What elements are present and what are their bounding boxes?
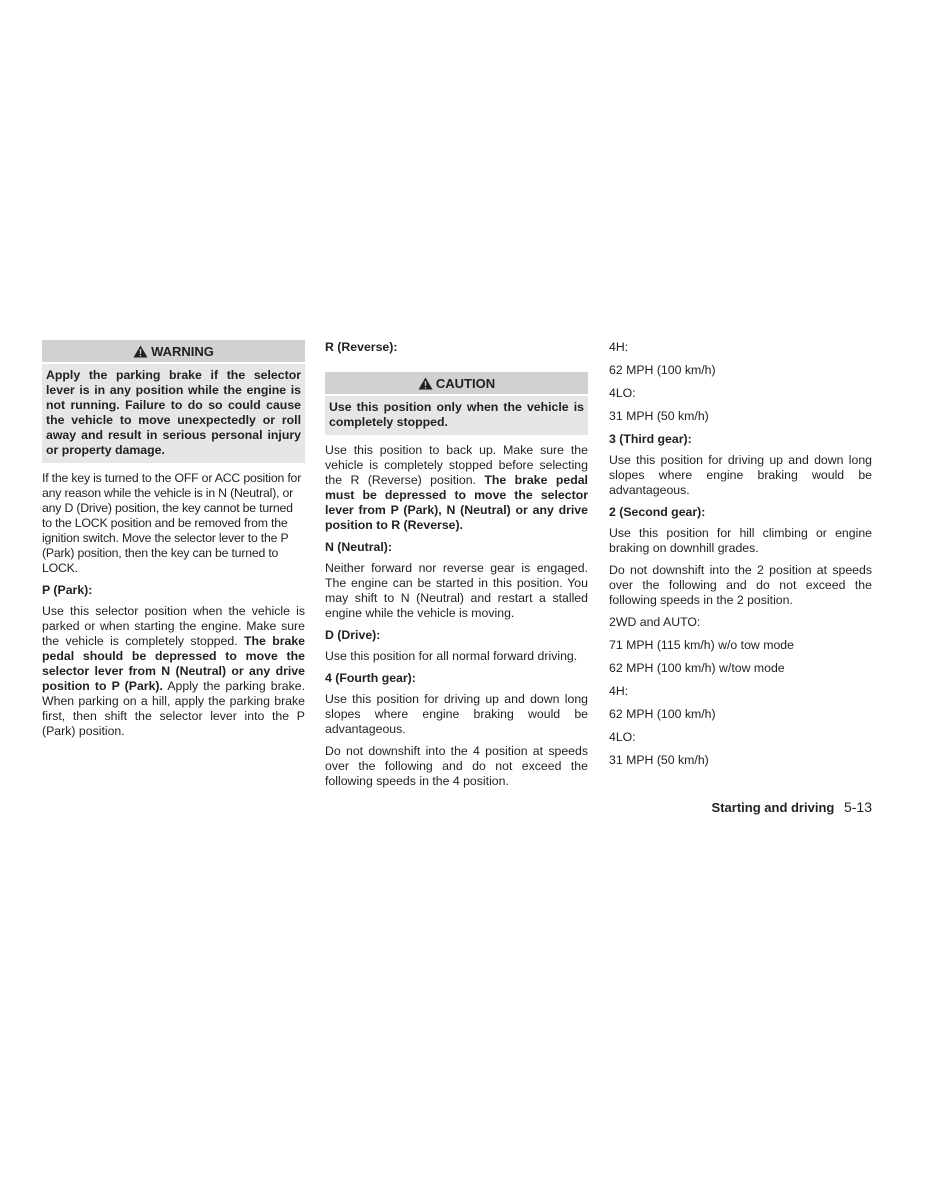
park-text-bold: The brake pedal should be depressed to move the selector lever from N (Neutral) or any drive position to P (Park). xyxy=(42,634,306,693)
column-2 xyxy=(325,340,588,796)
reverse-text-1: Use this position to back up. Make sure the vehicle is completely stopped before selecting the R (Reverse) position. xyxy=(325,443,588,487)
caution-label: CAUTION xyxy=(435,375,496,391)
second-gear-downshift: Do not downshift into the 2 position at speeds over the following and do not exceed the following speeds in the 2 position. xyxy=(609,563,872,607)
fourlo-label: 4LO: xyxy=(609,386,636,400)
page-footer xyxy=(712,799,872,815)
neutral-paragraph: Neither forward nor reverse gear is engaged. The engine can be started in this position. You may shift to N (Neutral) and restart a stalled engine while the vehicle is moving. xyxy=(325,561,588,620)
fourh-speed: 62 MPH (100 km/h) xyxy=(609,363,716,377)
fourh2-speed: 62 MPH (100 km/h) xyxy=(609,707,716,721)
fourlo-speed: 31 MPH (50 km/h) xyxy=(609,409,709,423)
twowd-speed-1: 71 MPH (115 km/h) w/o tow mode xyxy=(609,638,794,652)
neutral-heading: N (Neutral): xyxy=(325,540,392,554)
fourth-gear-paragraph: Use this position for driving up and down long slopes where engine braking would be advantageous. xyxy=(325,692,588,736)
fourth-gear-heading: 4 (Fourth gear): xyxy=(325,671,416,685)
park-heading: P (Park): xyxy=(42,583,93,597)
twowd-label: 2WD and AUTO: xyxy=(609,615,701,629)
column-3 xyxy=(609,340,872,776)
warning-box xyxy=(42,340,305,463)
fourh2-label: 4H: xyxy=(609,684,629,698)
park-paragraph xyxy=(42,604,305,739)
park-text-2: Apply the parking brake. When parking on a hill, apply the parking brake first, then shift the selector lever into the P (Park) position. xyxy=(42,679,305,738)
column-1 xyxy=(42,340,305,746)
drive-heading: D (Drive): xyxy=(325,628,381,642)
caution-text: Use this position only when the vehicle is completely stopped. xyxy=(329,400,584,429)
warning-header xyxy=(42,340,305,364)
park-text-1: Use this selector position when the vehicle is parked or when starting the engine. Make sure the vehicle is completely stopped. xyxy=(42,604,305,648)
footer-section: Starting and driving xyxy=(711,800,835,815)
fourth-gear-downshift: Do not downshift into the 4 position at speeds over the following and do not exceed the following speeds in the 4 position. xyxy=(325,744,588,788)
caution-header xyxy=(325,372,588,396)
warning-text: Apply the parking brake if the selector lever is in any position while the engine is not running. Failure to do so could cause the vehicle to move unexpectedly or roll away and result in serious personal injury or property damage. xyxy=(46,368,301,457)
page-number: 5-13 xyxy=(843,799,872,815)
third-gear-heading: 3 (Third gear): xyxy=(609,432,692,446)
caution-icon xyxy=(418,377,433,390)
warning-icon xyxy=(133,345,148,358)
key-paragraph: If the key is turned to the OFF or ACC position for any reason while the vehicle is in N (Neutral), or any D (Drive) position, the key cannot be turned to the LOCK position and be removed from the ignition switch. Move the selector lever to the P (Park) position, then the key can be turned to LOCK. xyxy=(42,471,302,575)
second-gear-heading: 2 (Second gear): xyxy=(609,505,706,519)
second-gear-paragraph: Use this position for hill climbing or engine braking on downhill grades. xyxy=(609,526,872,555)
warning-label: WARNING xyxy=(151,343,214,359)
reverse-paragraph xyxy=(325,443,588,533)
drive-paragraph: Use this position for all normal forward driving. xyxy=(325,649,578,663)
fourh-label: 4H: xyxy=(609,340,629,354)
reverse-text-bold: The brake pedal must be depressed to move the selector lever from P (Park), N (Neutral) or any drive position to R (Reverse). xyxy=(325,473,588,532)
twowd-speed-2: 62 MPH (100 km/h) w/tow mode xyxy=(609,661,785,675)
reverse-heading: R (Reverse): xyxy=(325,340,398,354)
fourlo2-speed: 31 MPH (50 km/h) xyxy=(609,753,709,767)
caution-box xyxy=(325,372,588,435)
fourlo2-label: 4LO: xyxy=(609,730,636,744)
third-gear-paragraph: Use this position for driving up and down long slopes where engine braking would be advantageous. xyxy=(609,453,872,497)
